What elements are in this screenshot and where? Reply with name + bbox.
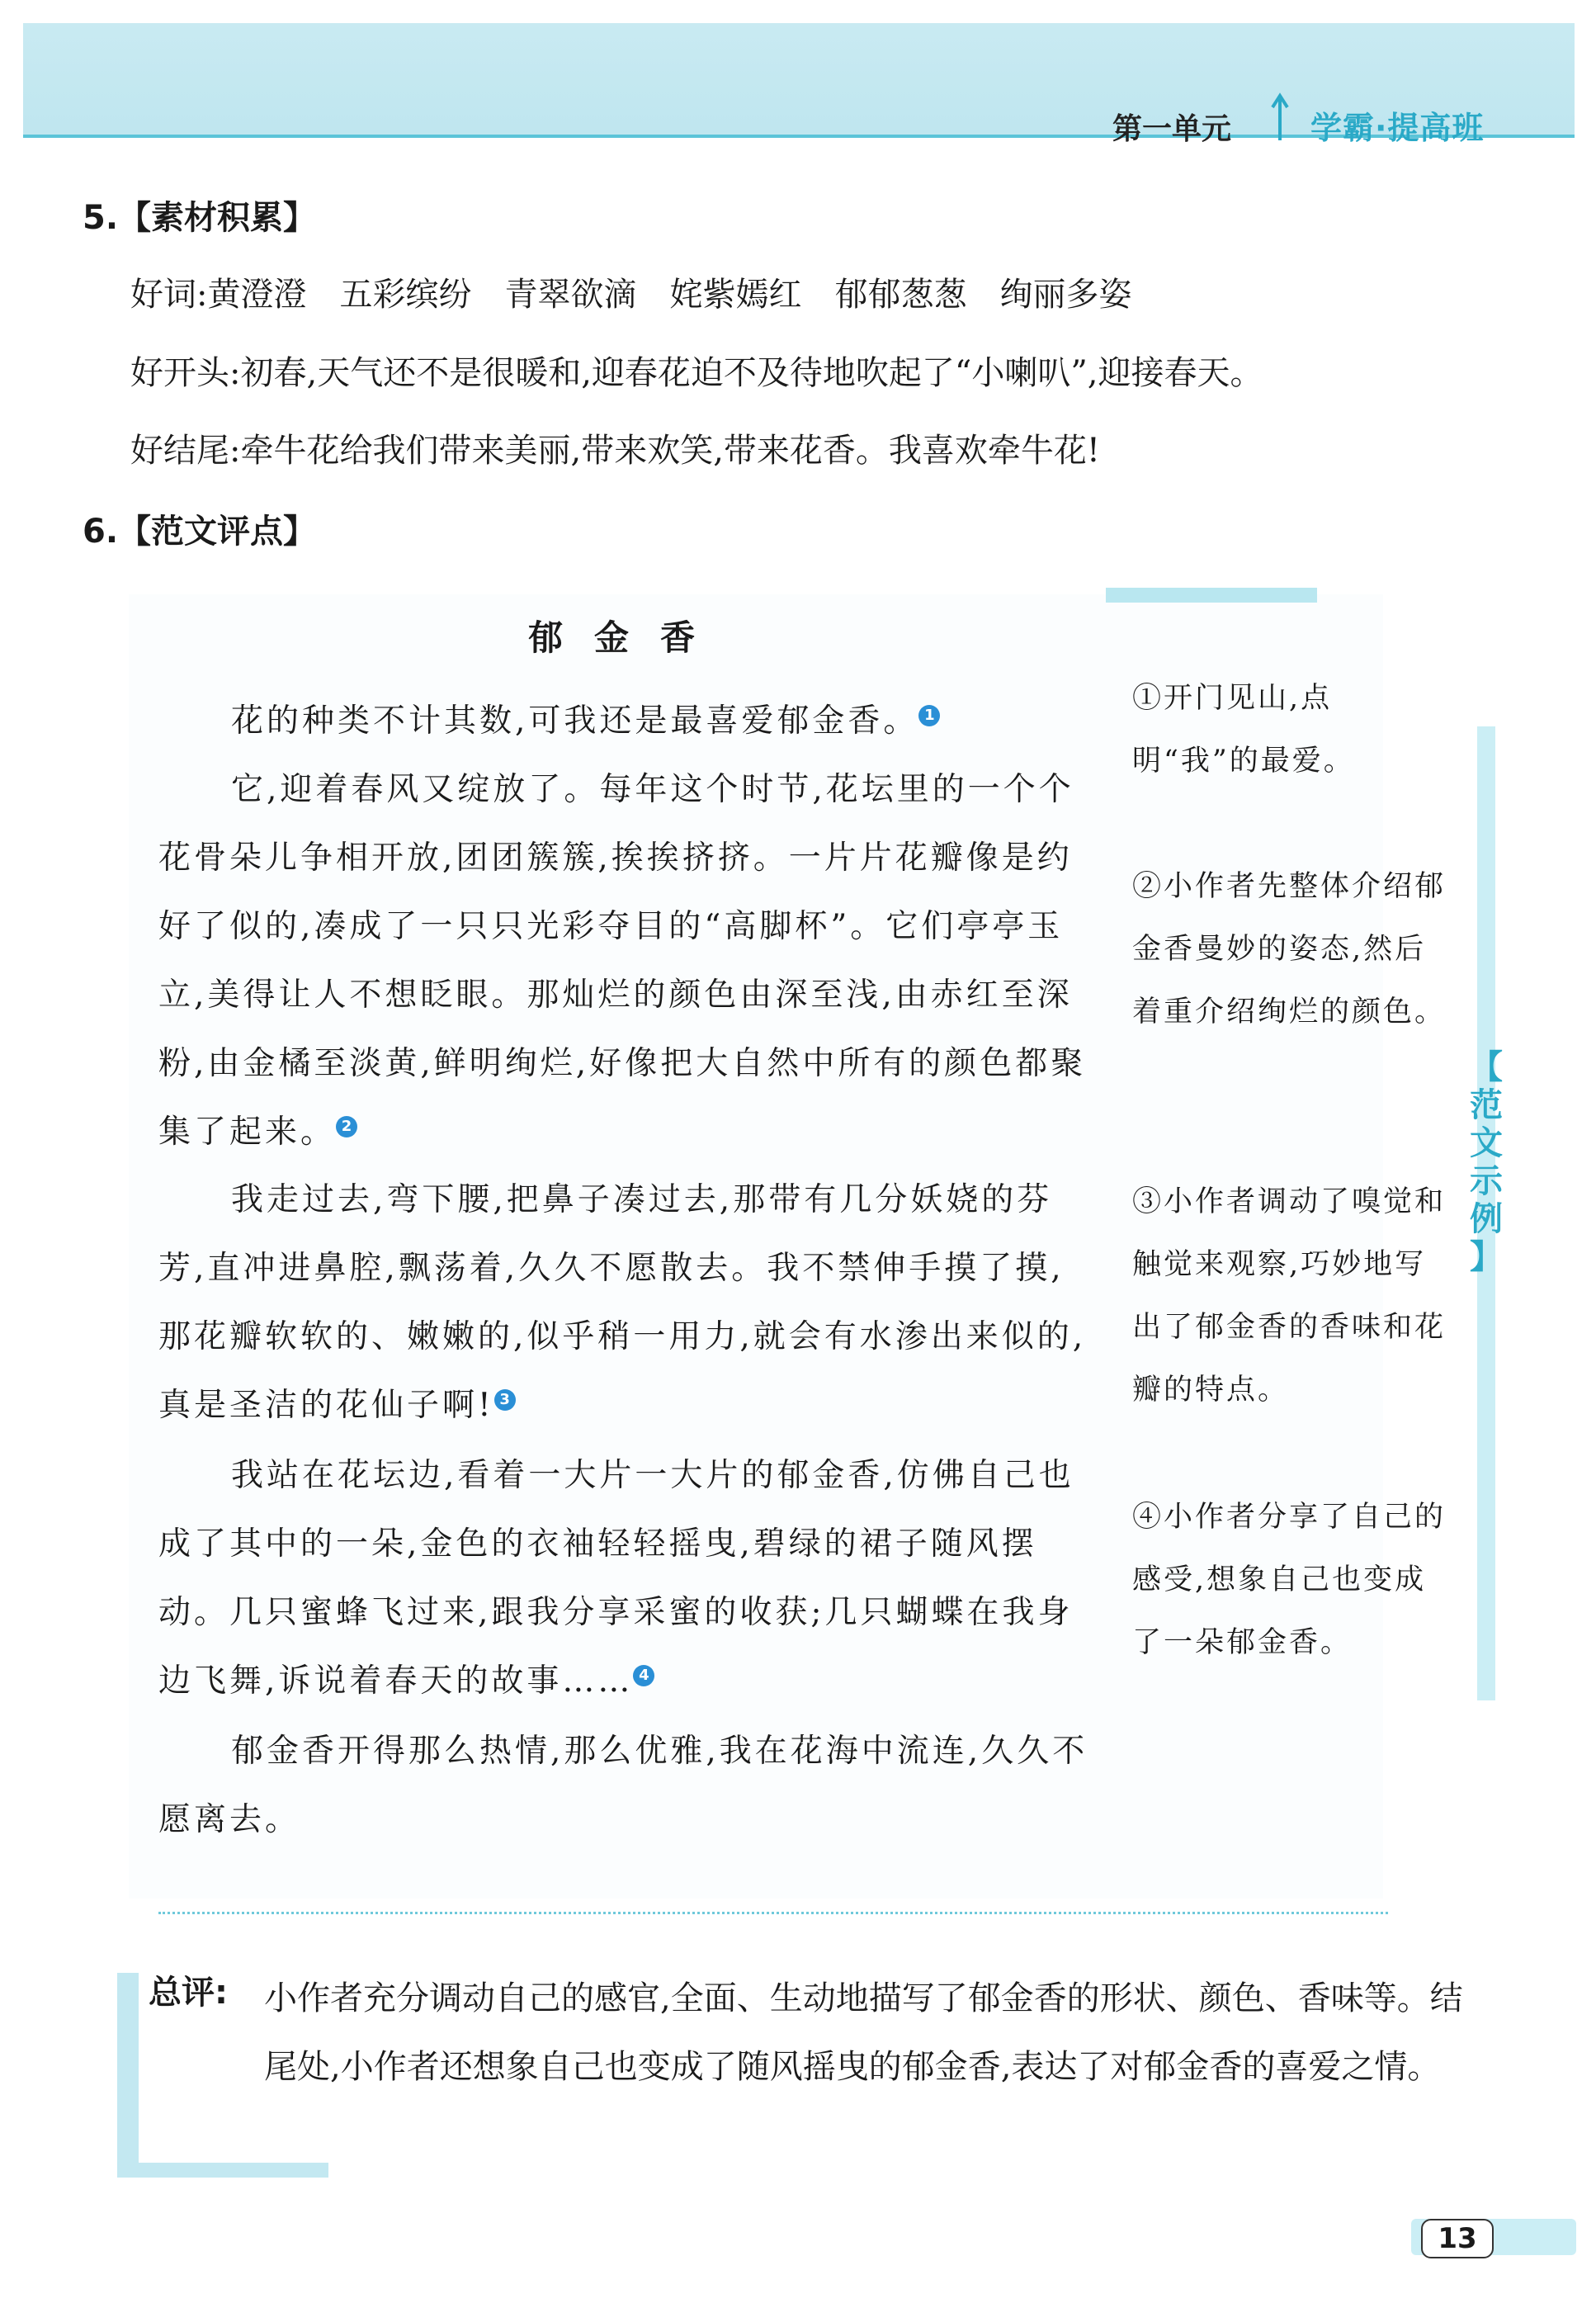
essay-paragraph-5: 郁金香开得那么热情,那么优雅,我在花海中流连,久久不愿离去。 [158, 1733, 1088, 1838]
margin-note-1: ①开门见山,点明“我”的最爱。 [1132, 682, 1355, 778]
page-header [23, 23, 1575, 146]
dotted-divider [158, 1912, 1388, 1914]
essay-paragraph-1: 花的种类不计其数,可我还是最喜爱郁金香。 1 [158, 687, 1091, 755]
essay-paragraph-3: 我走过去,弯下腰,把鼻子凑过去,那带有几分妖娆的芬芳,直冲进鼻腔,飘荡着,久久不愿散去。我不禁伸手摸了摸,那花瓣软软的、嫩嫩的,似乎稍一用力,就会有水渗出来似的,真是圣洁的花仙子啊! 3 [158, 1181, 1087, 1424]
panel-tab-decoration [1106, 588, 1317, 603]
essay-title: 郁金香 [528, 617, 727, 658]
annotation-marker-3: 3 [494, 1389, 516, 1411]
margin-note-2: ②小作者先整体介绍郁金香曼妙的姿态,然后着重介绍绚烂的颜色。 [1132, 870, 1447, 1029]
essay-paragraph-2: 它,迎着春风又绽放了。每年这个时节,花坛里的一个个花骨朵儿争相开放,团团簇簇,挨挨挤挤。一片片花瓣像是约好了似的,凑成了一只只光彩夺目的“高脚杯”。它们亭亭玉立,美得让人不想眨眼。那灿烂的颜色由深至浅,由赤红至深粉,由金橘至淡黄,鲜明绚烂,好像把大自然中所有的颜色都聚集了起来。 2 [158, 771, 1087, 1151]
section-5-title: 5.【素材积累】 [83, 199, 317, 237]
summary-label: 总评: [149, 1974, 228, 2012]
brand-logo: 学霸·提高班 [1310, 110, 1485, 146]
essay-paragraph-4: 我站在花坛边,看着一大片一大片的郁金香,仿佛自己也成了其中的一朵,金色的衣袖轻轻摇曳,碧绿的裙子随风摆动。几只蜜蜂飞过来,跟我分享采蜜的收获;几只蝴蝶在我身边飞舞,诉说着春天的故事…… 4 [158, 1457, 1074, 1700]
page-number: 13 [1421, 2219, 1494, 2258]
unit-label: 第一单元 [1112, 112, 1232, 146]
annotation-marker-1: 1 [918, 705, 940, 726]
side-tag-label: 【 范 文 示 例 】 [1470, 1048, 1503, 1276]
annotation-marker-4: 4 [633, 1665, 654, 1686]
section-6-title: 6.【范文评点】 [83, 513, 317, 551]
margin-note-4: ④小作者分享了自己的感受,想象自己也变成了一朵郁金香。 [1132, 1501, 1447, 1659]
good-ending: 好结尾:牵牛花给我们带来美丽,带来欢笑,带来花香。我喜欢牵牛花! [130, 432, 1100, 470]
annotation-marker-2: 2 [336, 1116, 357, 1137]
summary-frame-bottom [117, 2163, 328, 2178]
margin-note-3: ③小作者调动了嗅觉和触觉来观察,巧妙地写出了郁金香的香味和花瓣的特点。 [1132, 1185, 1447, 1407]
good-words: 好词:黄澄澄 五彩缤纷 青翠欲滴 姹紫嫣红 郁郁葱葱 绚丽多姿 [130, 276, 1132, 314]
summary-text: 小作者充分调动自己的感官,全面、生动地描写了郁金香的形状、颜色、香味等。结尾处,小作者还想象自己也变成了随风摇曳的郁金香,表达了对郁金香的喜爱之情。 [264, 1979, 1463, 2086]
summary-frame [117, 1973, 139, 2178]
good-opening: 好开头:初春,天气还不是很暖和,迎春花迫不及待地吹起了“小喇叭”,迎接春天。 [130, 354, 1263, 392]
arrow-up-icon [1268, 92, 1292, 142]
